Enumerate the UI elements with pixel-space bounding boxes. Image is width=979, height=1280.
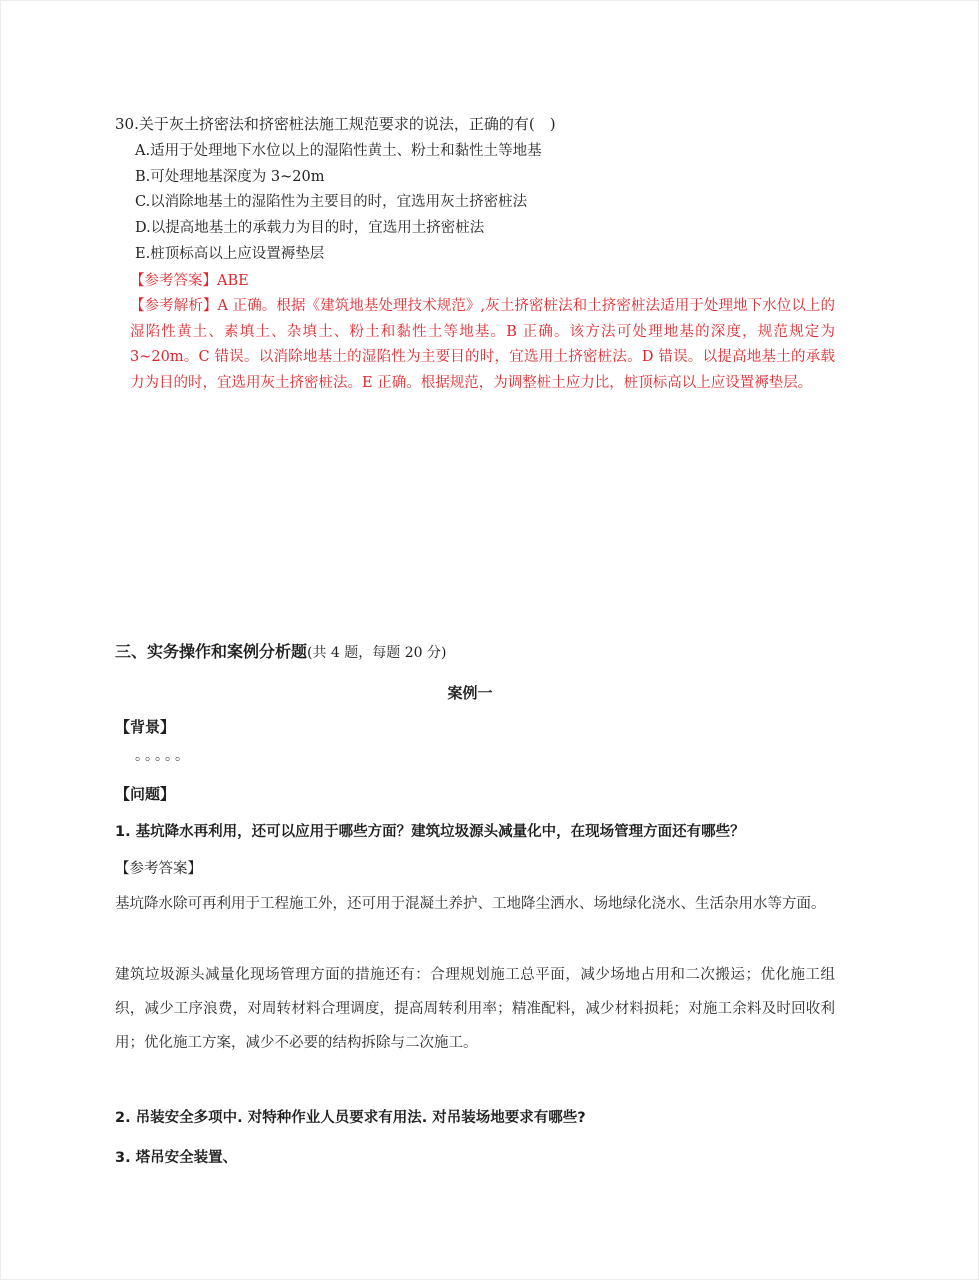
case-question-3: 3. 塔吊安全装置、: [115, 1150, 238, 1166]
question-label: 【问题】: [115, 785, 176, 803]
section-heading-main: 三、实务操作和案例分析题: [115, 642, 308, 661]
case-question-2: 2. 吊装安全多项中. 对特种作业人员要求有用法. 对吊装场地要求有哪些?: [115, 1110, 586, 1126]
option-d: D.以提高地基土的承载力为目的时，宜选用土挤密桩法: [135, 220, 485, 236]
reference-analysis: 【参考解析】A 正确。根据《建筑地基处理技术规范》,灰土挤密桩法和土挤密桩法适用于处理地下水位以上的湿陷性黄土、素填土、杂填土、粉土和黏性土等地基。B 正确。该方法可处理地基的深度，规范规定为 3~20m。C 错误。以消除地基土的湿陷性为主要目的时，宜选用土挤密桩法。D 错误。以提高地基土的承载力为目的时，宜选用灰土挤密桩法。E 正确。根据规范，为调整桩土应力比，桩顶标高以上应设置褥垫层。: [130, 298, 835, 391]
case-answer-paragraph-1: 基坑降水除可再利用于工程施工外，还可用于混凝土养护、工地降尘洒水、场地绿化浇水、生活杂用水等方面。: [115, 896, 826, 912]
option-a: A.适用于处理地下水位以上的湿陷性黄土、粉土和黏性土等地基: [135, 143, 542, 159]
option-e: E.桩顶标高以上应设置褥垫层: [135, 246, 325, 262]
background-placeholder: 。。。。。: [135, 748, 192, 764]
option-c: C.以消除地基土的湿陷性为主要目的时，宜选用灰土挤密桩法: [135, 194, 528, 210]
section-heading: [115, 641, 446, 664]
background-label: 【背景】: [115, 718, 176, 736]
option-b: B.可处理地基深度为 3~20m: [135, 169, 325, 185]
reference-answer: 【参考答案】ABE: [130, 273, 249, 289]
question-30-title: 30.关于灰土挤密法和挤密桩法施工规范要求的说法，正确的有( ): [115, 115, 556, 133]
section-heading-note: (共 4 题，每题 20 分): [307, 645, 447, 661]
case-title: 案例一: [447, 684, 493, 702]
case-answer-paragraph-2: 建筑垃圾源头减量化现场管理方面的措施还有：合理规划施工总平面，减少场地占用和二次搬运；优化施工组织，减少工序浪费，对周转材料合理调度，提高周转利用率；精准配料，减少材料损耗；对施工余料及时回收利用；优化施工方案，减少不必要的结构拆除与二次施工。: [115, 967, 835, 1051]
case-answer-label: 【参考答案】: [115, 861, 202, 877]
case-question-1: 1. 基坑降水再利用，还可以应用于哪些方面？建筑垃圾源头减量化中，在现场管理方面还有哪些？: [115, 824, 745, 840]
